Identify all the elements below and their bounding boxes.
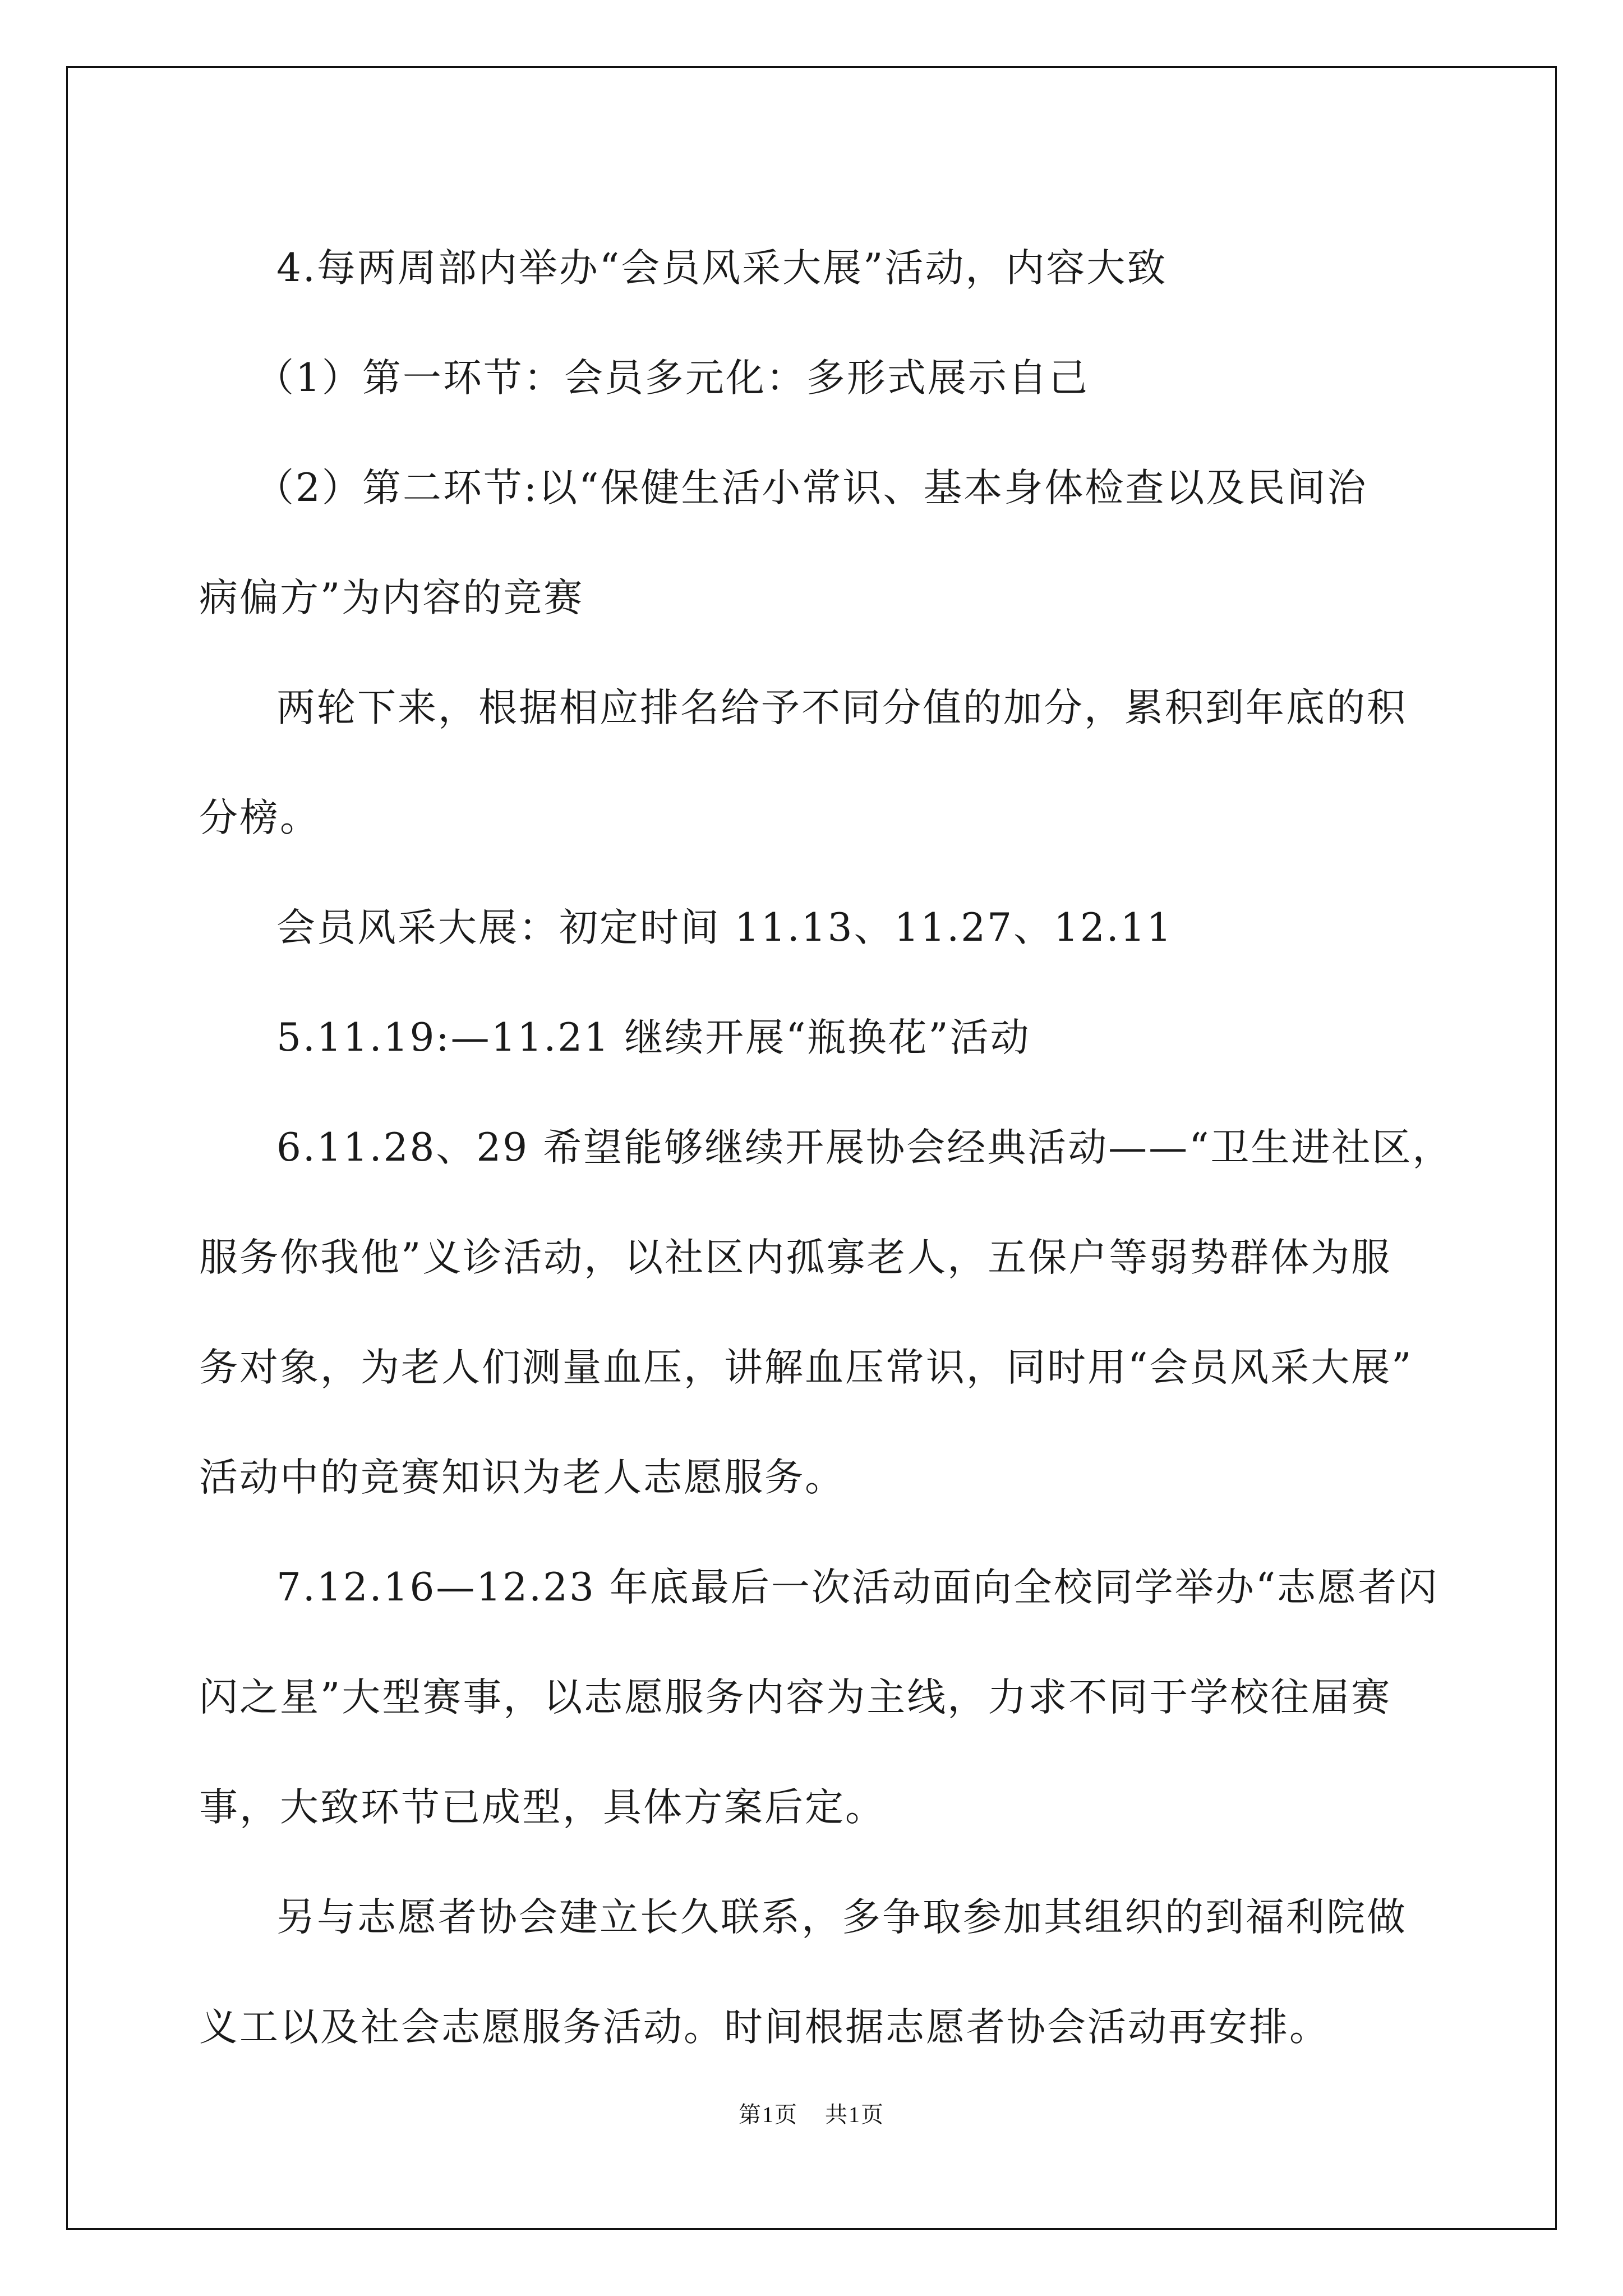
paragraph-step-2 [199, 433, 1433, 653]
text-line: 活动中的竞赛知识为老人志愿服务。 [199, 1455, 845, 1500]
text-line: 5.11.19:—11.21 继续开展“瓶换花”活动 [276, 1015, 1031, 1060]
text-line: 服务你我他”义诊活动，以社区内孤寡老人，五保户等弱势群体为服 [199, 1235, 1392, 1280]
document-body [199, 213, 1453, 2082]
page-total: 共1页 [825, 2102, 884, 2127]
text-line: 两轮下来，根据相应排名给予不同分值的加分，累积到年底的积 [276, 685, 1407, 730]
paragraph-item-6 [199, 1093, 1453, 1533]
text-line: 义工以及社会志愿服务活动。时间根据志愿者协会活动再安排。 [199, 2005, 1330, 2050]
paragraph-cooperation [199, 1862, 1433, 2082]
text-line: 会员风采大展：初定时间 11.13、11.27、12.11 [276, 905, 1173, 950]
text-line: 闪之星”大型赛事，以志愿服务内容为主线，力求不同于学校往届赛 [199, 1675, 1392, 1720]
text-line: 6.11.28、29 希望能够继续开展协会经典活动——“卫生进社区， [276, 1125, 1453, 1170]
text-line: （2）第二环节:以“保健生活小常识、基本身体检查以及民间治 [255, 466, 1368, 510]
text-line: 事，大致环节已成型，具体方案后定。 [199, 1785, 886, 1830]
page-number: 第1页 [739, 2102, 798, 2127]
text-line: 分榜。 [199, 795, 320, 840]
paragraph-step-1 [199, 323, 1433, 433]
text-line: 务对象，为老人们测量血压，讲解血压常识，同时用“会员风采大展” [199, 1345, 1413, 1390]
paragraph-item-4 [199, 213, 1433, 323]
paragraph-scoring [199, 653, 1433, 873]
text-line: 病偏方”为内容的竞赛 [199, 576, 584, 620]
paragraph-item-5 [199, 983, 1433, 1093]
text-line: 4.每两周部内举办“会员风采大展”活动，内容大致 [276, 246, 1168, 291]
page-footer [0, 2097, 1623, 2129]
paragraph-schedule [199, 873, 1433, 983]
text-line: 另与志愿者协会建立长久联系，多争取参加其组织的到福利院做 [276, 1895, 1407, 1940]
text-line: 7.12.16—12.23 年底最后一次活动面向全校同学举办“志愿者闪 [276, 1565, 1439, 1610]
paragraph-item-7 [199, 1533, 1439, 1862]
text-line: （1）第一环节：会员多元化：多形式展示自己 [255, 356, 1089, 401]
